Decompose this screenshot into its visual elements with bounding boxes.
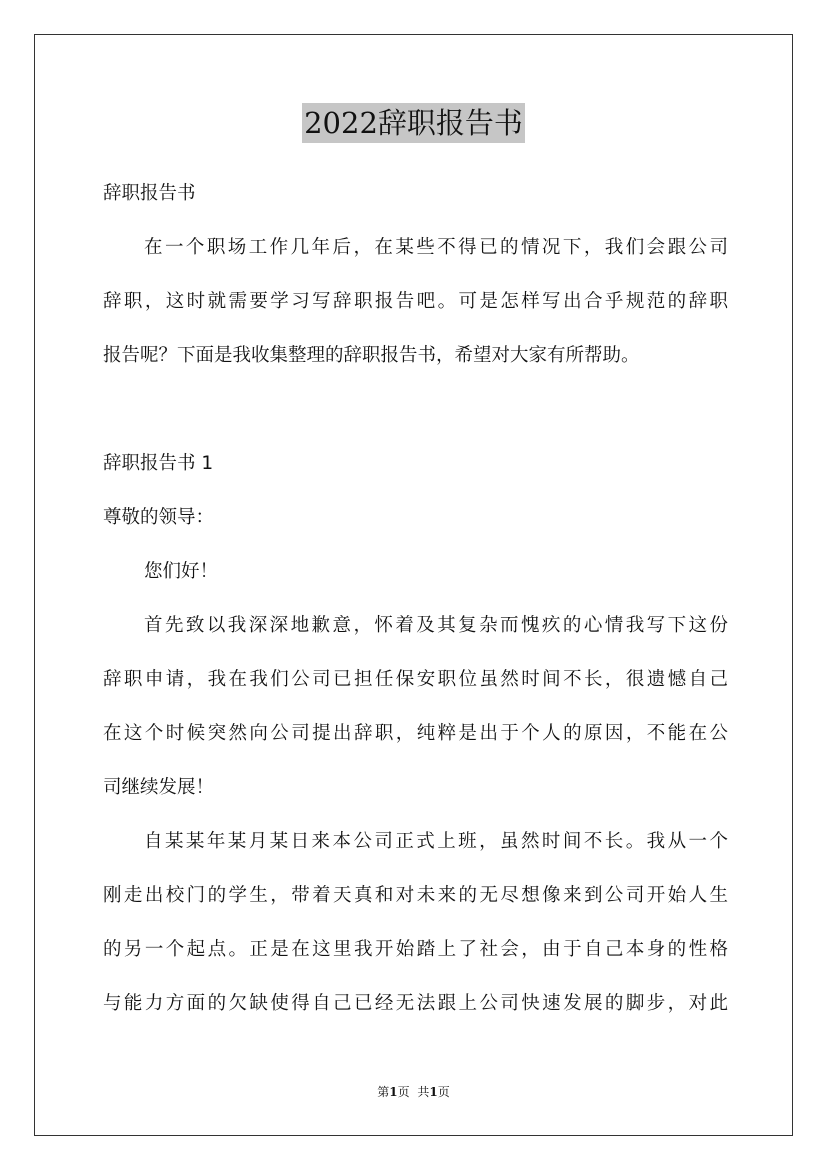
page-footer [0,1083,827,1100]
paragraph2-line-3: 的另一个起点。正是在这里我开始踏上了社会，由于自己本身的性格 [103,939,728,960]
paragraph1-line-3: 在这个时候突然向公司提出辞职，纯粹是出于个人的原因，不能在公 [103,723,728,744]
paragraph2-line-4: 与能力方面的欠缺使得自己已经无法跟上公司快速发展的脚步，对此 [103,993,728,1014]
footer-prefix: 第 [377,1085,390,1099]
salutation: 尊敬的领导： [103,507,215,528]
document-subtitle: 辞职报告书 [103,183,196,204]
intro-line-3: 报告呢？下面是我收集整理的辞职报告书，希望对大家有所帮助。 [103,345,640,366]
footer-total-prefix: 共 [417,1085,430,1099]
paragraph2-line-2: 刚走出校门的学生，带着天真和对未来的无尽想像来到公司开始人生 [103,885,728,906]
footer-page-unit: 页 [397,1085,410,1099]
footer-page-number: 1 [389,1085,398,1099]
footer-total-unit: 页 [437,1085,450,1099]
document-title: 2022辞职报告书 [302,103,525,143]
greeting: 您们好！ [144,561,219,582]
footer-total-pages: 1 [429,1085,438,1099]
section-heading: 辞职报告书 1 [103,453,214,474]
paragraph1-line-4: 司继续发展！ [103,777,215,798]
paragraph2-line-1: 自某某年某月某日来本公司正式上班，虽然时间不长。我从一个 [144,831,728,852]
paragraph1-line-1: 首先致以我深深地歉意，怀着及其复杂而愧疚的心情我写下这份 [144,615,728,636]
intro-line-2: 辞职，这时就需要学习写辞职报告吧。可是怎样写出合乎规范的辞职 [103,291,728,312]
paragraph1-line-2: 辞职申请，我在我们公司已担任保安职位虽然时间不长，很遗憾自己 [103,669,728,690]
intro-line-1: 在一个职场工作几年后，在某些不得已的情况下，我们会跟公司 [144,237,728,258]
